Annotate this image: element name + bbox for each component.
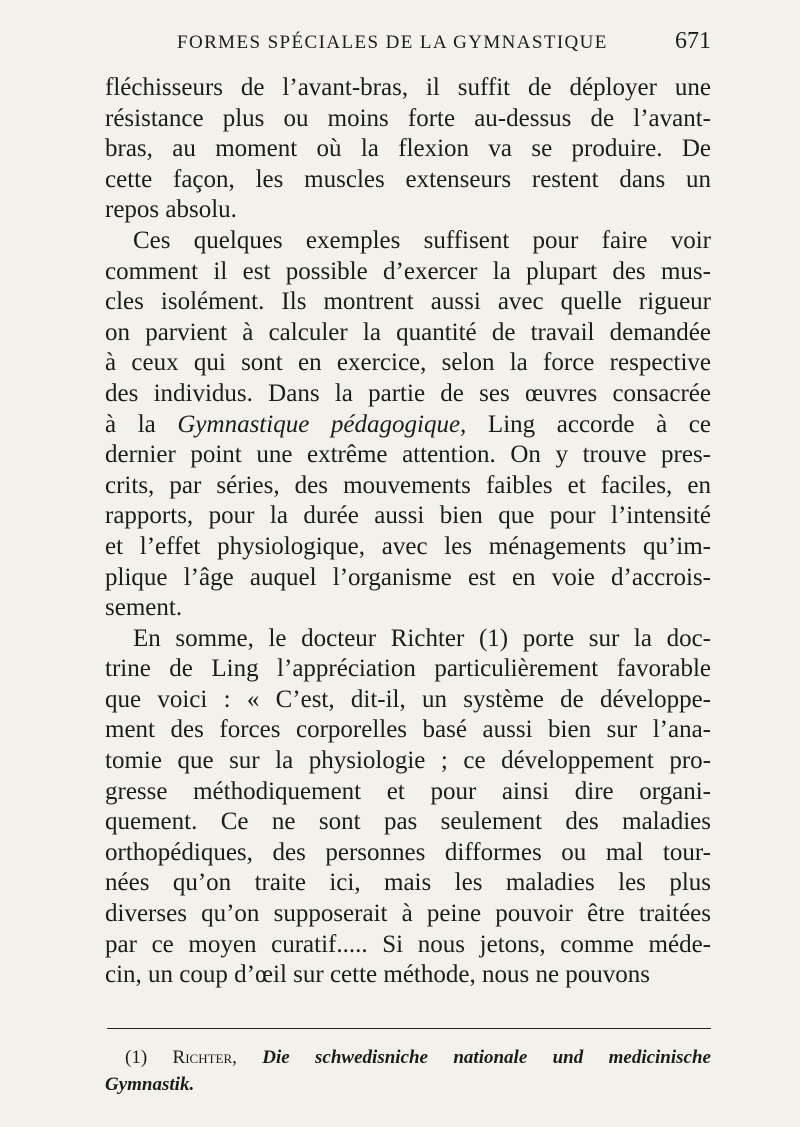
footnote-line: [105, 1071, 711, 1098]
book-title-emphasis: Gymnastique pédagogique,: [177, 410, 467, 438]
footnote-title: Die schwedisniche nationale und medicinische: [262, 1047, 711, 1068]
line-text: à la: [105, 410, 178, 438]
running-head: FORMES SPÉCIALES DE LA GYMNASTIQUE: [177, 32, 608, 53]
footnote-rule: [107, 1028, 711, 1029]
line-text: que voici : « C’est, dit-il, un système de développe-: [105, 685, 711, 713]
text-line: [105, 379, 711, 410]
line-text: orthopédiques, des personnes difformes ou mal tour-: [105, 838, 711, 866]
line-text: par ce moyen curatif..... Si nous jetons, comme méde-: [105, 930, 711, 958]
footnote-author: Richter,: [172, 1047, 237, 1068]
footnote-title-cont: Gymnastik.: [105, 1074, 195, 1095]
line-text: Ling accorde à ce: [466, 410, 711, 438]
line-text: tomie que sur la physiologie ; ce développement pro-: [105, 747, 711, 775]
footnote: [105, 1044, 711, 1098]
text-line: [105, 624, 711, 655]
text-line: [105, 348, 711, 379]
text-line: [105, 654, 711, 685]
text-line: [105, 257, 711, 288]
line-text: Ces quelques exemples suffisent pour faire voir: [133, 226, 711, 254]
text-line: [105, 838, 711, 869]
line-text: diverses qu’on supposerait à peine pouvoir être traitées: [105, 900, 711, 928]
text-line: [105, 471, 711, 502]
line-text: résistance plus ou moins forte au-dessus de l’avant-: [105, 104, 711, 132]
text-line: [105, 593, 711, 624]
text-line: [105, 165, 711, 196]
line-text: trine de Ling l’appréciation particulièrement favorable: [105, 655, 711, 683]
line-text: des individus. Dans la partie de ses œuvres consacrée: [105, 379, 711, 407]
text-line: [105, 715, 711, 746]
text-line: [105, 318, 711, 349]
line-text: cles isolément. Ils montrent aussi avec quelle rigueur: [105, 288, 711, 316]
footnote-line: [105, 1044, 711, 1071]
line-text: fléchisseurs de l’avant-bras, il suffit de déployer une: [105, 74, 711, 101]
line-text: quement. Ce ne sont pas seulement des maladies: [105, 808, 711, 836]
line-text: et l’effet physiologique, avec les ménagements qu’im-: [105, 532, 711, 560]
page-number: 671: [675, 28, 711, 54]
line-text: à ceux qui sont en exercice, selon la force respective: [105, 349, 711, 377]
line-text: cette façon, les muscles extenseurs restent dans un: [105, 165, 711, 193]
text-line: [105, 410, 711, 441]
text-line: [105, 104, 711, 135]
line-text: repos absolu.: [105, 196, 237, 224]
text-line: [105, 501, 711, 532]
text-line: [105, 195, 711, 226]
text-line: [105, 532, 711, 563]
line-text: ment des forces corporelles basé aussi bien sur l’ana-: [105, 716, 711, 744]
text-line: [105, 73, 711, 104]
line-text: sement.: [105, 594, 183, 622]
line-text: on parvient à calculer la quantité de travail demandée: [105, 318, 711, 346]
text-line: [105, 746, 711, 777]
text-line: [105, 287, 711, 318]
line-text: bras, au moment où la flexion va se produire. De: [105, 135, 711, 163]
line-text: nées qu’on traite ici, mais les maladies les plus: [105, 869, 711, 897]
text-line: [105, 960, 711, 991]
line-text: rapports, pour la durée aussi bien que pour l’intensité: [105, 502, 711, 530]
line-text: plique l’âge auquel l’organisme est en voie d’accrois-: [105, 563, 711, 591]
text-line: [105, 440, 711, 471]
text-line: [105, 134, 711, 165]
text-line: [105, 899, 711, 930]
body-text: [105, 73, 711, 991]
text-line: [105, 685, 711, 716]
page-header: [105, 28, 711, 55]
text-line: [105, 563, 711, 594]
text-line: [105, 930, 711, 961]
text-line: [105, 777, 711, 808]
line-text: cin, un coup d’œil sur cette méthode, nous ne pouvons: [105, 961, 651, 989]
line-text: gresse méthodiquement et pour ainsi dire organi-: [105, 777, 711, 805]
line-text: dernier point une extrême attention. On y trouve pres-: [105, 441, 711, 469]
text-line: [105, 868, 711, 899]
text-line: [105, 807, 711, 838]
line-text: crits, par séries, des mouvements faibles et faciles, en: [105, 471, 711, 499]
text-line: [105, 226, 711, 257]
line-text: En somme, le docteur Richter (1) porte sur la doc-: [133, 624, 711, 652]
line-text: comment il est possible d’exercer la plupart des mus-: [105, 257, 711, 285]
footnote-marker: (1): [125, 1047, 173, 1068]
